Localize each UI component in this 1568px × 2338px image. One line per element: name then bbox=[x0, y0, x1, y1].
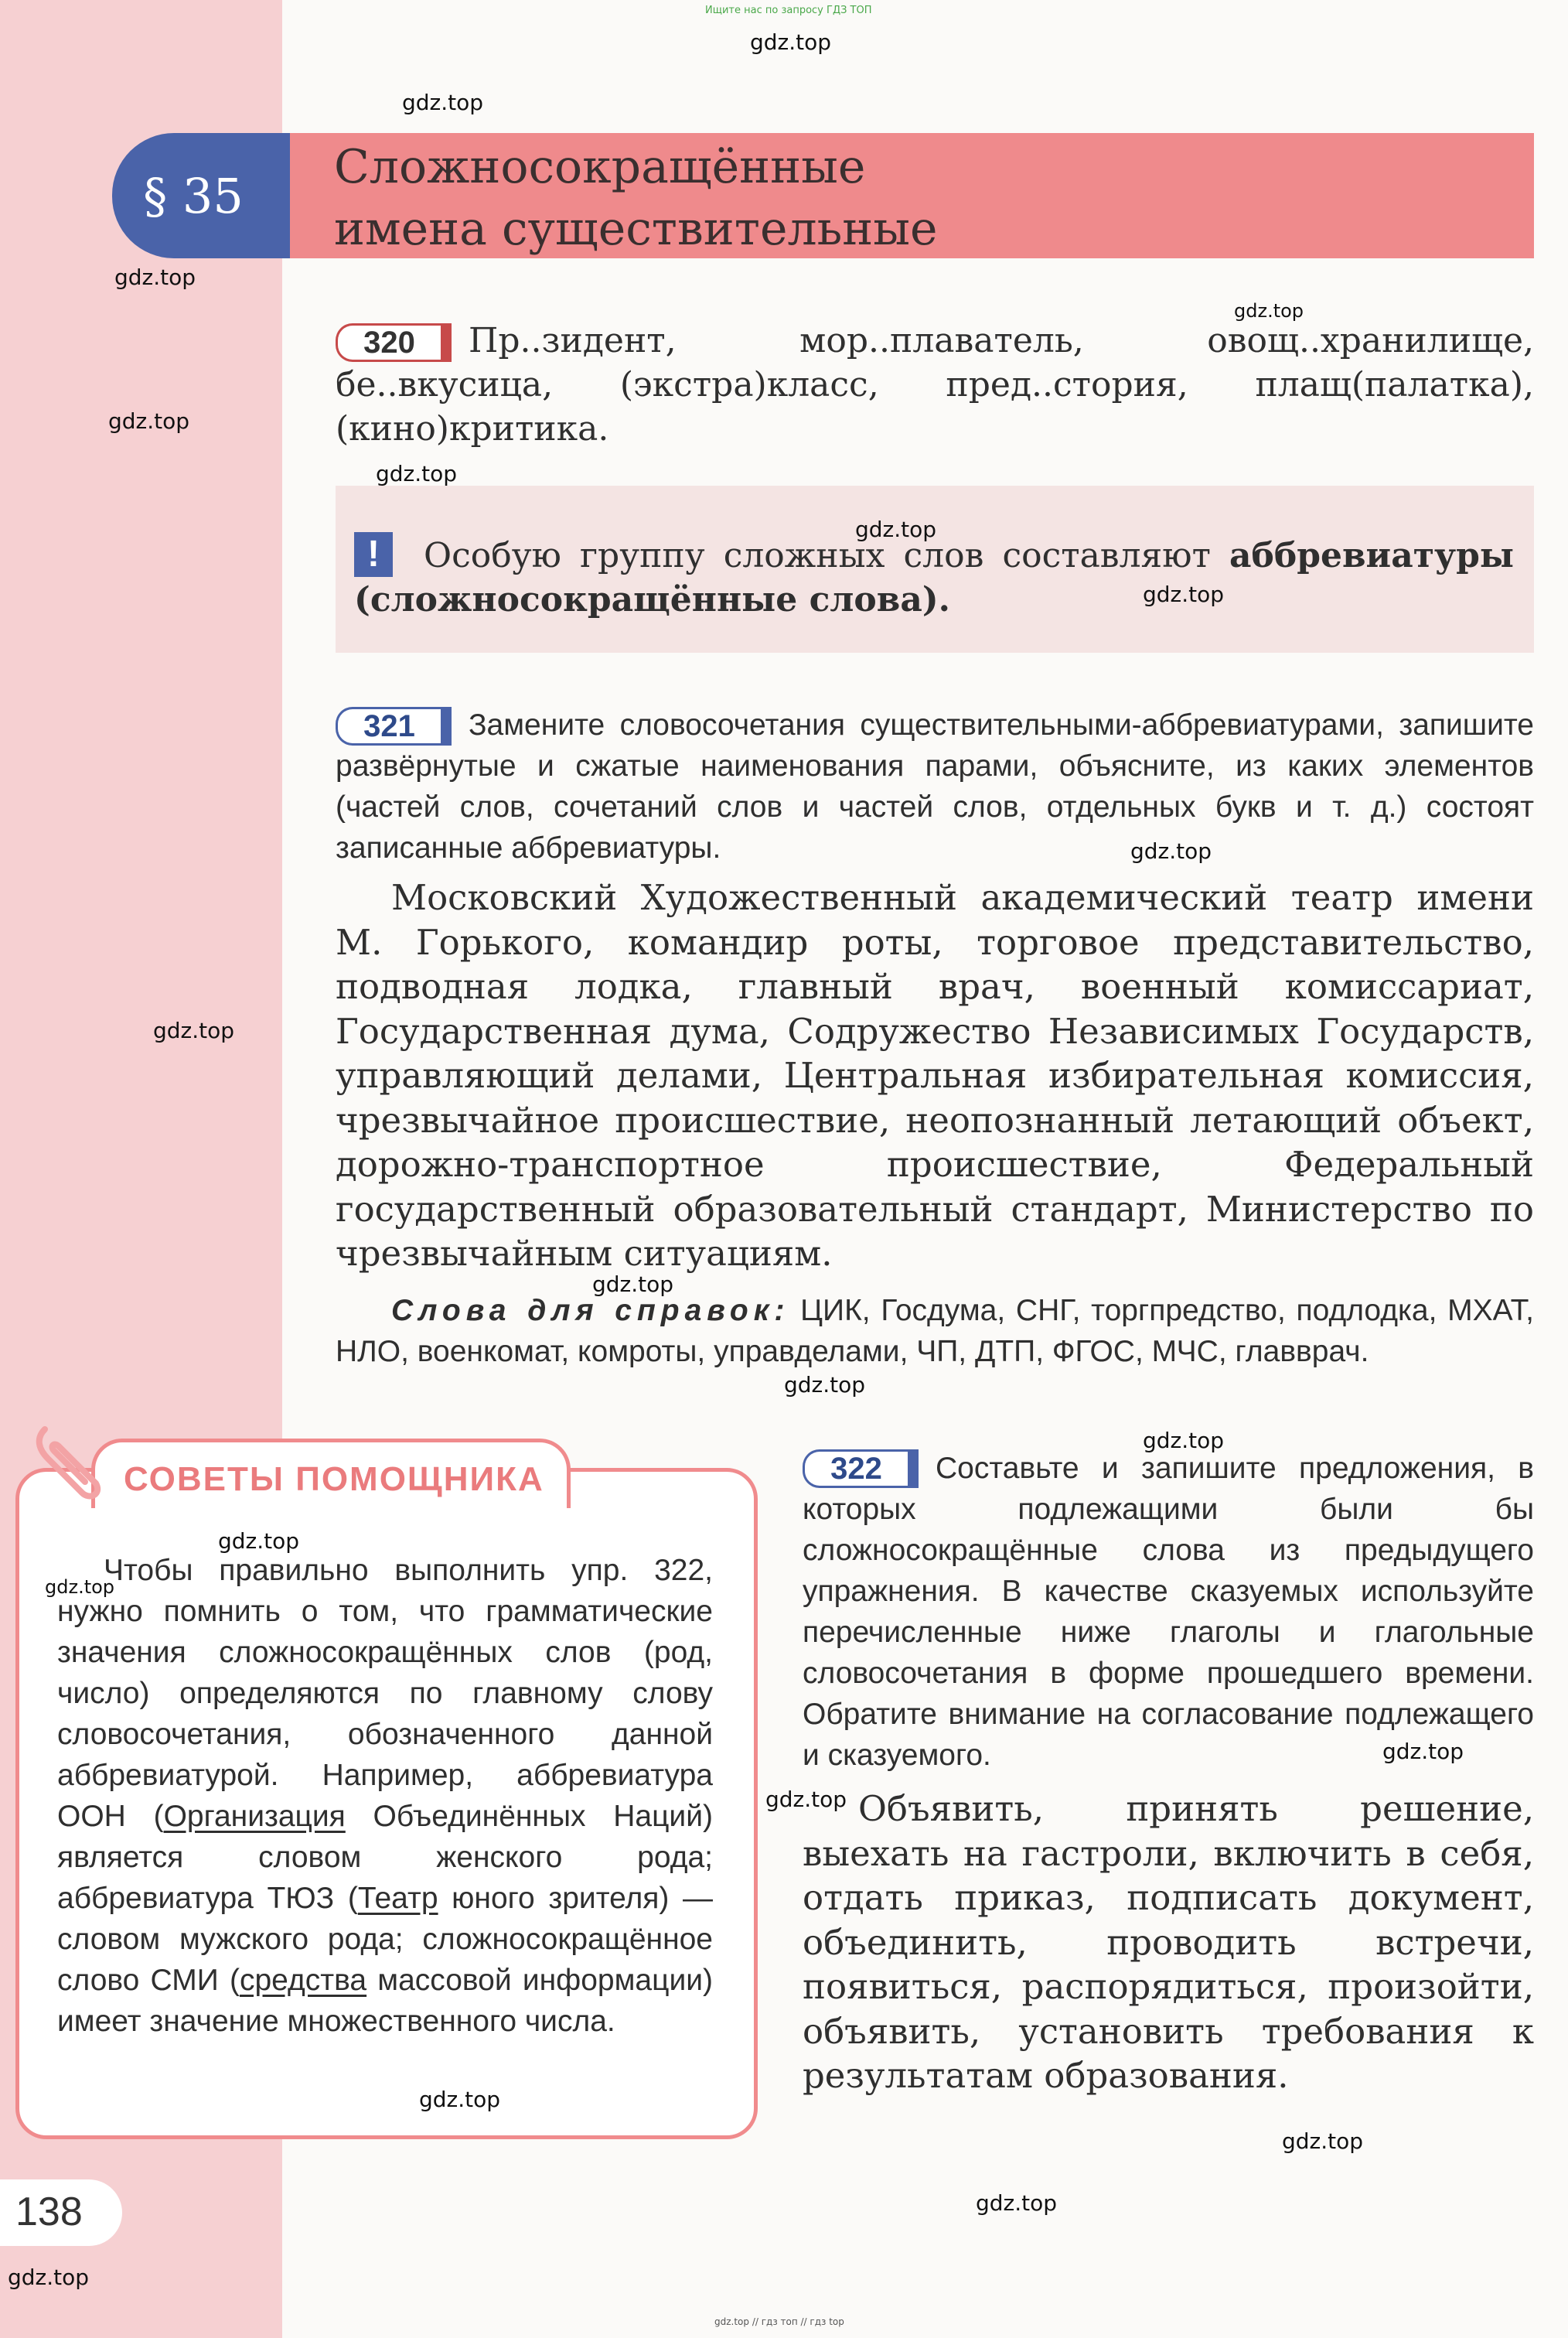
watermark: gdz.top bbox=[750, 29, 832, 55]
watermark: gdz.top bbox=[976, 2190, 1058, 2216]
exercise-320-text: Пр..зидент, мор..плаватель, овощ..хранилище, бе..вкусица, (экстра)класс, пред..стория, плащ(палатка), (кино)критика. bbox=[336, 321, 1534, 449]
page-number: 138 bbox=[15, 2190, 83, 2234]
exercise-321-number: 321 bbox=[336, 707, 452, 746]
watermark: gdz.top bbox=[1282, 2128, 1364, 2154]
tips-underlined-word: средства bbox=[239, 1964, 367, 1997]
section-title bbox=[334, 136, 1494, 260]
watermark: gdz.top bbox=[1382, 1739, 1464, 1764]
watermark: gdz.top bbox=[592, 1271, 674, 1297]
exercise-322-task: Составьте и запишите предложения, в которых подлежащими были бы сложносокращённые слова из предыдущего упражнения. В качестве сказуемых используйте перечисленные ниже глаголы и глагольные словосочетания в форме прошедшего времени. Обратите внимание на согласование подлежащего и сказуемого. bbox=[803, 1452, 1534, 1772]
tips-underlined-word: Театр bbox=[357, 1882, 438, 1915]
reference-words-list: ЦИК, Госдума, СНГ, торгпредство, подлодка, МХАТ, НЛО, военкомат, комроты, управделами, ЧП, ДТП, ФГОС, МЧС, главврач. bbox=[336, 1294, 1534, 1368]
watermark: gdz.top bbox=[8, 2265, 90, 2290]
tips-tab-join bbox=[95, 1500, 567, 1513]
watermark: gdz.top bbox=[1143, 1428, 1225, 1453]
exercise-322-phrases: Объявить, принять решение, выехать на гастроли, включить в себя, отдать приказ, подписать документ, объединить, проводить встречи, появиться, распорядиться, произойти, объявить, установить требования к результатам образования. bbox=[803, 1788, 1534, 2096]
paperclip-icon bbox=[22, 1414, 114, 1507]
watermark: gdz.top bbox=[45, 1576, 115, 1598]
tips-text-part: Объединённых Наций) является словом женского рода; аббревиатура ТЮЗ ( bbox=[57, 1800, 713, 1915]
section-number-badge: § 35 bbox=[112, 133, 290, 258]
watermark: gdz.top bbox=[784, 1372, 866, 1398]
watermark: gdz.top bbox=[402, 90, 484, 115]
watermark: gdz.top bbox=[153, 1018, 235, 1043]
top-banner: Ищите нас по запросу ГДЗ ТОП bbox=[705, 5, 872, 16]
section-title-line2: имена существительные bbox=[334, 202, 938, 256]
tips-underlined-word: Организация bbox=[163, 1800, 346, 1833]
rule-text-plain: Особую группу сложных слов составляют bbox=[424, 536, 1230, 575]
exercise-320-number: 320 bbox=[336, 323, 452, 362]
watermark: gdz.top bbox=[1130, 838, 1212, 864]
exercise-322-number: 322 bbox=[803, 1449, 919, 1488]
tips-text-part: юного зрителя) — словом мужского рода; сложносокращённое слово СМИ ( bbox=[57, 1882, 713, 1997]
exclamation-icon: ! bbox=[354, 532, 393, 577]
watermark: gdz.top bbox=[218, 1528, 300, 1554]
tips-text-part: Чтобы правильно выполнить упр. 322, нужно помнить о том, что грамматические значения сложносокращённых слов (род, число) определяются по главному слову словосочетания, обозначенного данной аббревиатурой. Например, аббревиатура ООН ( bbox=[57, 1554, 713, 1833]
watermark: gdz.top bbox=[765, 1787, 847, 1812]
rule-text bbox=[354, 534, 1514, 622]
watermark: gdz.top bbox=[1143, 582, 1225, 607]
tips-title: СОВЕТЫ ПОМОЩНИКА bbox=[124, 1460, 544, 1498]
watermark: gdz.top bbox=[114, 265, 196, 290]
rule-text-bold: аббревиатуры (сложносокращённые слова). bbox=[354, 536, 1514, 619]
tips-text bbox=[57, 1550, 713, 2042]
watermark: gdz.top bbox=[1234, 300, 1304, 322]
watermark: gdz.top bbox=[855, 517, 937, 542]
section-title-line1: Сложносокращённые bbox=[334, 140, 866, 194]
bottom-banner: gdz.top // гдз топ // гдз top bbox=[714, 2316, 844, 2327]
exercise-321-task: Замените словосочетания существительными-аббревиатурами, запишите развёрнутые и сжатые наименования парами, объясните, из каких элементов (частей слов, сочетаний слов и частей слов, отдельных букв и т. д.) состоят записанные аббревиатуры. bbox=[336, 708, 1534, 865]
watermark: gdz.top bbox=[419, 2087, 501, 2112]
watermark: gdz.top bbox=[376, 461, 458, 486]
reference-words-label: Слова для справок: bbox=[391, 1294, 790, 1327]
exercise-321-phrases: Московский Художественный академический театр имени М. Горького, командир роты, торговое представительство, подводная лодка, главный врач, военный комиссариат, Государственная дума, Содружество Независимых Государств, управляющий делами, Центральная избирательная комиссия, чрезвычайное происшествие, неопознанный летающий объект, дорожно-транспортное происшествие, Федеральный государственный образовательный стандарт, Министерство по чрезвычайным ситуациям. bbox=[336, 877, 1534, 1274]
watermark: gdz.top bbox=[108, 408, 190, 434]
tips-text-part: массовой информации) имеет значение множественного числа. bbox=[57, 1964, 714, 2038]
reference-words bbox=[336, 1290, 1534, 1372]
